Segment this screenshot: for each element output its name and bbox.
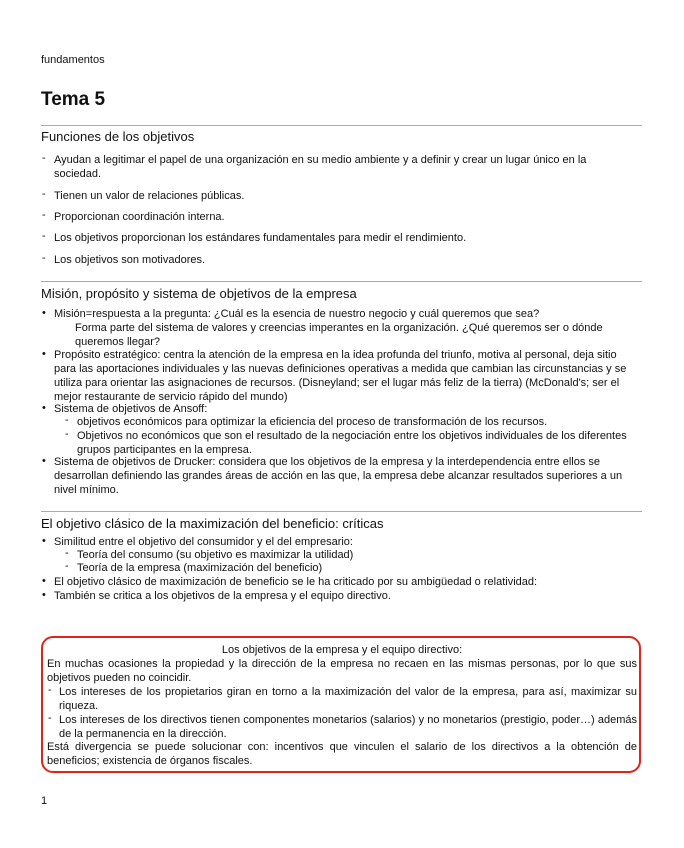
dash-marker: - <box>48 712 52 724</box>
box-intro: En muchas ocasiones la propiedad y la dirección de la empresa no recaen en las mismas personas, por lo que sus objetivos pueden no coincidir. <box>47 658 637 684</box>
list-item: Ayudan a legitimar el papel de una organización en su medio ambiente y a definir y crear un lugar único en la sociedad. <box>54 154 587 180</box>
dash-marker: - <box>65 428 69 440</box>
box-list-item: Los intereses de los propietarios giran en torno a la maximización del valor de la empresa, para así, maximizar su riqueza. <box>59 686 637 712</box>
list-item: Los objetivos proporcionan los estándares fundamentales para medir el rendimiento. <box>54 232 467 244</box>
box-conclusion: Está divergencia se puede solucionar con: incentivos que vinculen el salario de los directivos a la obtención de beneficios; existencia de órganos fiscales. <box>47 741 637 767</box>
list-item: Sistema de objetivos de Ansoff: <box>54 403 208 415</box>
section-heading-mision: Misión, propósito y sistema de objetivos de la empresa <box>41 286 357 301</box>
list-item: Los objetivos son motivadores. <box>54 254 206 266</box>
list-item: Tienen un valor de relaciones públicas. <box>54 190 245 202</box>
dash-marker: - <box>42 152 46 164</box>
page-header: fundamentos <box>41 54 105 66</box>
list-item: El objetivo clásico de maximización de beneficio se le ha criticado por su ambigüedad o relatividad: <box>54 576 538 588</box>
list-item: Sistema de objetivos de Drucker: considera que los objetivos de la empresa y la interdependencia entre ellos se desarrollan definiendo las grandes áreas de acción en las que, la empresa debe alcanzar resultados superiores a un nivel mínimo. <box>54 456 623 496</box>
bullet-marker: • <box>42 575 46 587</box>
dash-marker: - <box>42 252 46 264</box>
list-item: Similitud entre el objetivo del consumidor y el del empresario: <box>54 536 353 548</box>
box-title: Los objetivos de la empresa y el equipo directivo: <box>221 644 463 656</box>
list-item-sub: Forma parte del sistema de valores y creencias imperantes en la organización. ¿Qué queremos ser o dónde queremos llegar? <box>75 322 603 348</box>
dash-marker: - <box>65 547 69 559</box>
bullet-marker: • <box>42 307 46 319</box>
bullet-marker: • <box>42 455 46 467</box>
bullet-marker: • <box>42 402 46 414</box>
divider <box>41 125 642 126</box>
page-title: Tema 5 <box>41 89 106 110</box>
bullet-marker: • <box>42 535 46 547</box>
list-item-sub: Teoría de la empresa (maximización del beneficio) <box>77 562 323 574</box>
dash-marker: - <box>42 230 46 242</box>
dash-marker: - <box>65 414 69 426</box>
dash-marker: - <box>65 560 69 572</box>
dash-marker: - <box>42 188 46 200</box>
divider <box>41 511 642 512</box>
dash-marker: - <box>42 209 46 221</box>
page-number: 1 <box>41 795 48 807</box>
list-item-sub: objetivos económicos para optimizar la eficiencia del proceso de transformación de los recursos. <box>77 416 548 428</box>
section-heading-critica: El objetivo clásico de la maximización del beneficio: críticas <box>41 516 384 531</box>
list-item: Proporcionan coordinación interna. <box>54 211 225 223</box>
list-item: Propósito estratégico: centra la atención de la empresa en la idea profunda del triunfo, motiva al personal, deja sitio para las aportaciones individuales y las nuevas definiciones operativas a medida que cambian las circunstancias y se utiliza para orientar las asignaciones de recursos. (Disneyland; ser el lugar más feliz de la tierra) (McDonald's; ser el mejor restaurante de servicio rápido del mundo) <box>54 349 627 403</box>
box-list-item: Los intereses de los directivos tienen componentes monetarios (salarios) y no monetarios (prestigio, poder…) además de la permanencia en la dirección. <box>59 714 637 740</box>
list-item-sub: Teoría del consumo (su objetivo es maximizar la utilidad) <box>77 549 354 561</box>
section-heading-funciones: Funciones de los objetivos <box>41 129 195 144</box>
list-item-sub: Objetivos no económicos que son el resultado de la negociación entre los objetivos individuales de los diferentes grupos participantes en la empresa. <box>77 430 627 456</box>
bullet-marker: • <box>42 589 46 601</box>
bullet-marker: • <box>42 348 46 360</box>
list-item: Misión=respuesta a la pregunta: ¿Cuál es la esencia de nuestro negocio y cuál queremos que sea? <box>54 308 540 320</box>
divider <box>41 281 642 282</box>
list-item: También se critica a los objetivos de la empresa y el equipo directivo. <box>54 590 391 602</box>
dash-marker: - <box>48 684 52 696</box>
